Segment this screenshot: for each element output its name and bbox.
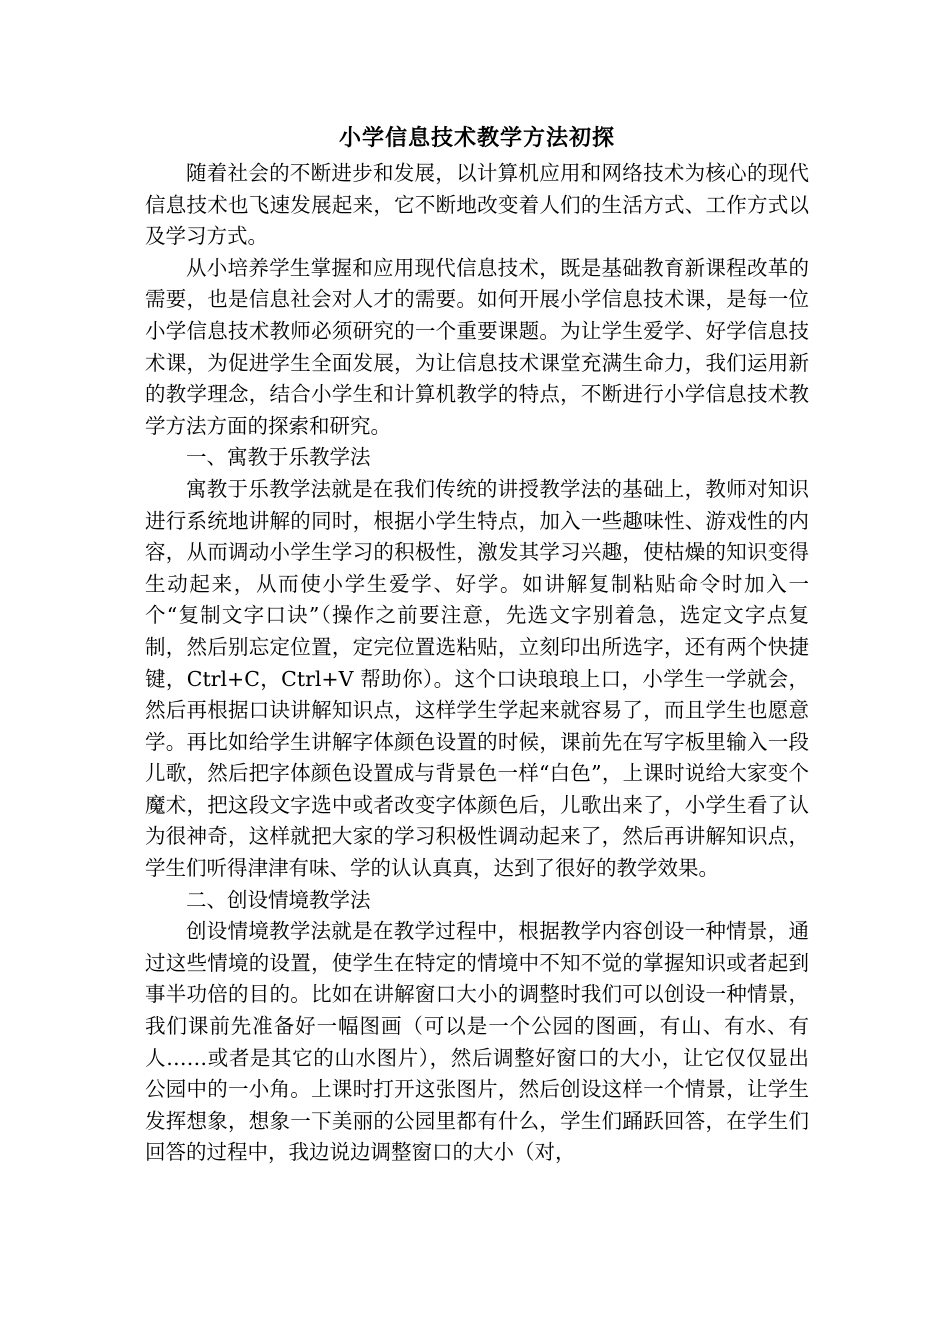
intro-paragraph-1: 随着社会的不断进步和发展，以计算机应用和网络技术为核心的现代信息技术也飞速发展起来，它不断地改变着人们的生活方式、工作方式以及学习方式。	[145, 161, 809, 249]
intro-paragraph-2: 从小培养学生掌握和应用现代信息技术，既是基础教育新课程改革的需要，也是信息社会对人才的需要。如何开展小学信息技术课，是每一位小学信息技术教师必须研究的一个重要课题。为让学生爱学、好学信息技术课，为促进学生全面发展，为让信息技术课堂充满生命力，我们运用新的教学理念，结合小学生和计算机教学的特点，不断进行小学信息技术教学方法方面的探索和研究。	[145, 255, 809, 438]
section-2-heading: 二、创设情境教学法	[186, 887, 371, 912]
document-title: 小学信息技术教学方法初探	[338, 125, 615, 151]
document-page	[145, 118, 809, 1169]
section-1-heading: 一、寓教于乐教学法	[186, 445, 371, 470]
section-2-body: 创设情境教学法就是在教学过程中，根据教学内容创设一种情景，通过这些情境的设置，使学生在特定的情境中不知不觉的掌握知识或者起到事半功倍的目的。比如在讲解窗口大小的调整时我们可以创设一种情景，我们课前先准备好一幅图画（可以是一个公园的图画，有山、有水、有人……或者是其它的山水图片），然后调整好窗口的大小，让它仅仅显出公园中的一小角。上课时打开这张图片，然后创设这样一个情景，让学生发挥想象，想象一下美丽的公园里都有什么，学生们踊跃回答，在学生们回答的过程中，我边说边调整窗口的大小（对，	[145, 919, 809, 1165]
section-1-body: 寓教于乐教学法就是在我们传统的讲授教学法的基础上，教师对知识进行系统地讲解的同时，根据小学生特点，加入一些趣味性、游戏性的内容，从而调动小学生学习的积极性，激发其学习兴趣，使枯燥的知识变得生动起来，从而使小学生爱学、好学。如讲解复制粘贴命令时加入一个“复制文字口诀”（操作之前要注意，先选文字别着急，选定文字点复制，然后别忘定位置，定完位置选粘贴，立刻印出所选字，还有两个快捷键，Ctrl+C，Ctrl+V 帮助你）。这个口诀琅琅上口，小学生一学就会，然后再根据口诀讲解知识点，这样学生学起来就容易了，而且学生也愿意学。再比如给学生讲解字体颜色设置的时候，课前先在写字板里输入一段儿歌，然后把字体颜色设置成与背景色一样“白色”，上课时说给大家变个魔术，把这段文字选中或者改变字体颜色后，儿歌出来了，小学生看了认为很神奇，这样就把大家的学习积极性调动起来了，然后再讲解知识点，学生们听得津津有味、学的认认真真，达到了很好的教学效果。	[145, 476, 809, 881]
